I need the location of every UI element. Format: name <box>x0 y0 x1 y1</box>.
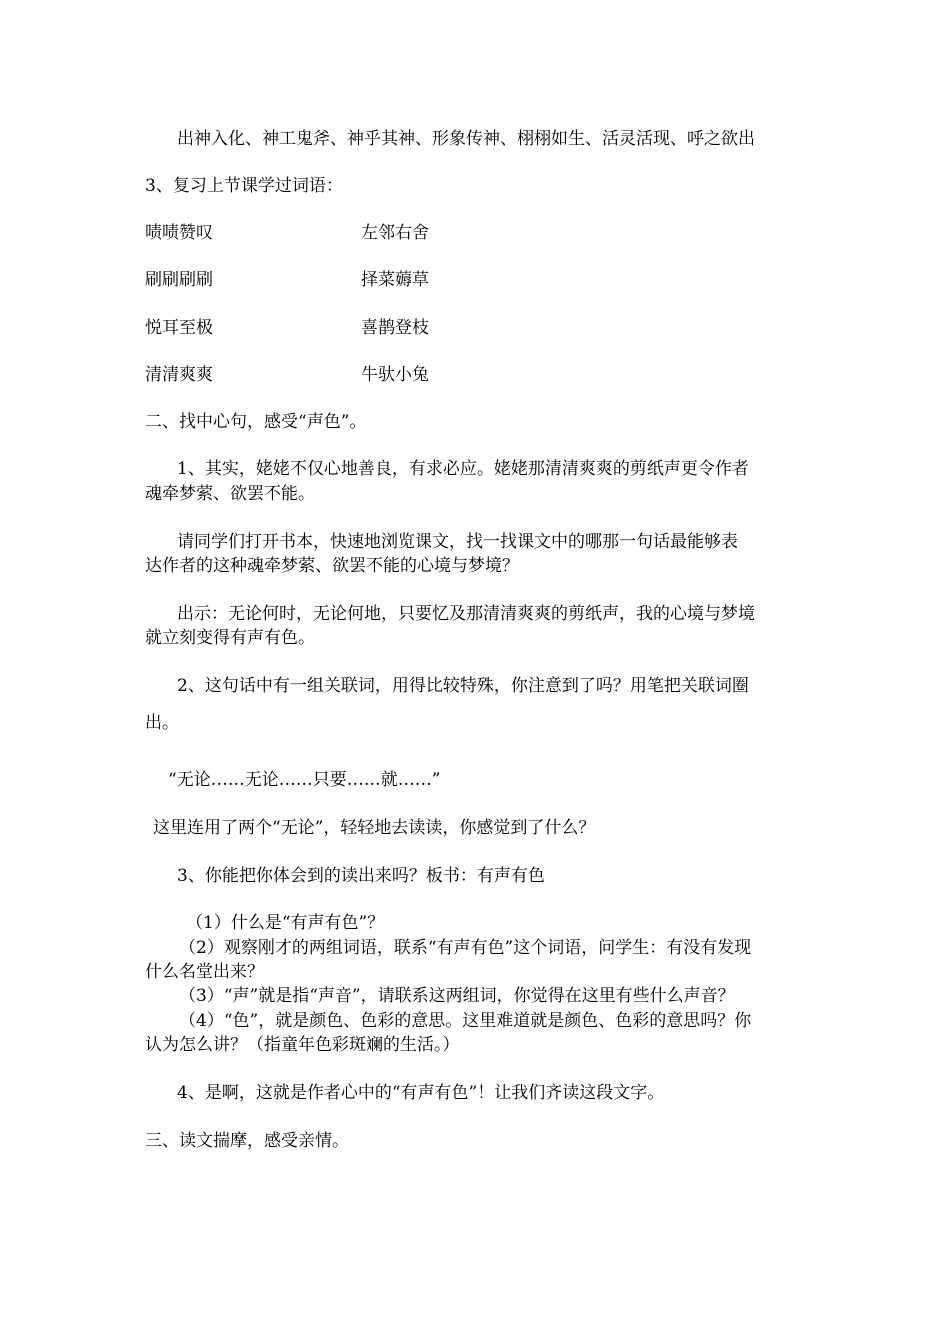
question-line: （3）“声”就是指“声音”，请联系这两组词，你觉得在这里有些什么声音？ <box>179 986 735 1006</box>
paragraph-line: 请同学们打开书本，快速地浏览课文，找一找课文中的哪那一句话最能够表 <box>177 532 738 552</box>
word-cell: 悦耳至极 <box>145 318 213 338</box>
paragraph-line: 就立刻变得有声有色。 <box>145 628 315 648</box>
word-cell: 清清爽爽 <box>145 365 213 385</box>
word-cell: 左邻右舍 <box>361 223 429 243</box>
word-cell: 牛驮小兔 <box>361 365 429 385</box>
paragraph-line: 出示：无论何时，无论何地，只要忆及那清清爽爽的剪纸声，我的心境与梦境 <box>177 604 755 624</box>
paragraph-line: 这里连用了两个“无论”，轻轻地去读读，你感觉到了什么？ <box>153 818 596 838</box>
idiom-line: 出神入化、神工鬼斧、神乎其神、形象传神、栩栩如生、活灵活现、呼之欲出 <box>177 129 755 149</box>
question-line: 认为怎么讲？（指童年色彩斑斓的生活。） <box>145 1035 460 1055</box>
paragraph-line: 魂牵梦萦、欲罢不能。 <box>145 484 315 504</box>
word-cell: 啧啧赞叹 <box>145 223 213 243</box>
paragraph-line: 达作者的这种魂牵梦萦、欲罢不能的心境与梦境？ <box>145 556 519 576</box>
question-line: （4）“色”，就是颜色、色彩的意思。这里难道就是颜色、色彩的意思吗？你 <box>179 1011 752 1031</box>
section-heading: 三、读文揣摩，感受亲情。 <box>145 1131 349 1151</box>
connectives-line: “无论……无论……只要……就……” <box>168 770 441 790</box>
section-heading: 二、找中心句，感受“声色”。 <box>145 412 367 432</box>
paragraph-line: 出。 <box>145 713 179 733</box>
question-line: 什么名堂出来？ <box>145 962 264 982</box>
paragraph-line: 1、其实，姥姥不仅心地善良，有求必应。姥姥那清清爽爽的剪纸声更令作者 <box>177 459 749 479</box>
word-cell: 喜鹊登枝 <box>361 318 429 338</box>
word-cell: 择菜薅草 <box>361 270 429 290</box>
word-cell: 刷刷刷刷 <box>145 270 213 290</box>
question-line: （2）观察刚才的两组词语，联系“有声有色”这个词语，问学生：有没有发现 <box>179 938 752 958</box>
paragraph-line: 3、你能把你体会到的读出来吗？板书：有声有色 <box>177 866 545 886</box>
paragraph-line: 2、这句话中有一组关联词，用得比较特殊，你注意到了吗？用笔把关联词圈 <box>177 676 749 696</box>
question-line: （1）什么是“有声有色”？ <box>186 913 385 933</box>
review-heading: 3、复习上节课学过词语： <box>145 176 343 196</box>
paragraph-line: 4、是啊，这就是作者心中的“有声有色”！让我们齐读这段文字。 <box>177 1083 665 1103</box>
